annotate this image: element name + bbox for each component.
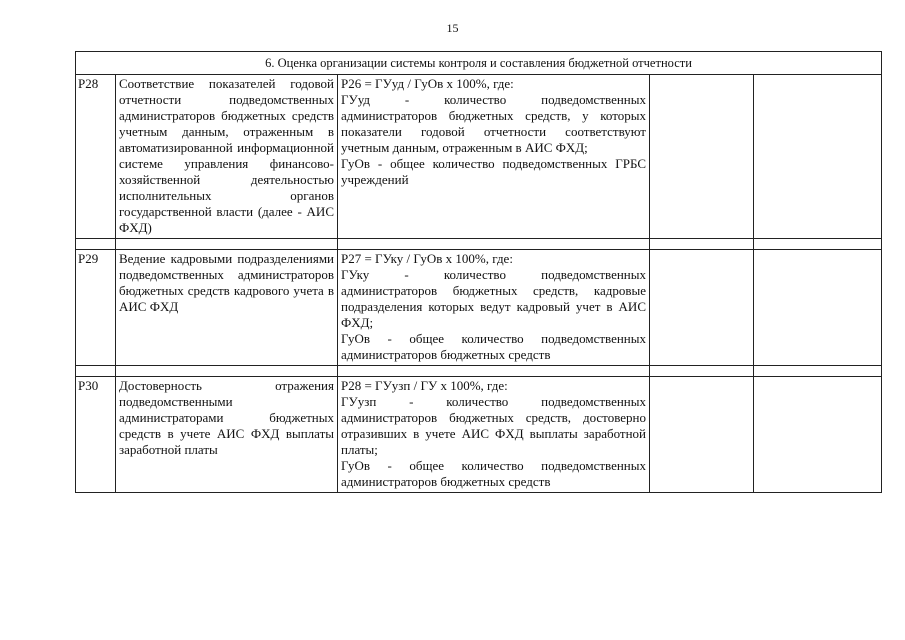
- empty-cell: [754, 75, 882, 239]
- indicator-formula: Р27 = ГУку / ГуОв х 100%, где:: [341, 251, 513, 266]
- table-row: [76, 250, 882, 366]
- indicator-formula-cell: [338, 377, 650, 493]
- section-header-row: [76, 52, 882, 75]
- empty-cell: [754, 250, 882, 366]
- indicator-formula-cell: [338, 250, 650, 366]
- formula-definition: ГуОв - общее количество подведомственных администраторов бюджетных средств: [341, 331, 646, 362]
- table-row: [76, 377, 882, 493]
- indicator-formula: Р28 = ГУузп / ГУ х 100%, где:: [341, 378, 508, 393]
- indicator-formula-cell: [338, 75, 650, 239]
- formula-definition: ГуОв - общее количество подведомственных ГРБС учреждений: [341, 156, 646, 187]
- indicator-code: Р30: [76, 377, 116, 493]
- indicator-description: Достоверность отражения подведомственными администраторами бюджетных средств в учете АИС ФХД выплаты заработной платы: [116, 377, 338, 493]
- indicator-description: Соответствие показателей годовой отчетности подведомственных администраторов бюджетных средств учетным данным, отраженным в автоматизированной информационной системе управления финансово-хозяйственной деятельностью исполнительных органов государственной власти (далее - АИС ФХД): [116, 75, 338, 239]
- indicator-formula: Р26 = ГУуд / ГуОв х 100%, где:: [341, 76, 514, 91]
- table-row: [76, 75, 882, 239]
- indicator-code: Р28: [76, 75, 116, 239]
- section-title: 6. Оценка организации системы контроля и составления бюджетной отчетности: [76, 52, 882, 75]
- empty-cell: [650, 75, 754, 239]
- empty-cell: [650, 377, 754, 493]
- page-number: 15: [446, 21, 459, 35]
- formula-definition: ГУку - количество подведомственных администраторов бюджетных средств, кадровые подразделения которых ведут кадровый учет в АИС ФХД;: [341, 267, 646, 330]
- formula-definition: ГУуд - количество подведомственных администраторов бюджетных средств, у которых показатели годовой отчетности соответствуют учетным данным, отраженным в АИС ФХД;: [341, 92, 646, 155]
- spacer-row: [76, 366, 882, 377]
- formula-definition: ГУузп - количество подведомственных администраторов бюджетных средств, достоверно отразивших в учете АИС ФХД выплаты заработной платы;: [341, 394, 646, 457]
- empty-cell: [650, 250, 754, 366]
- indicator-code: Р29: [76, 250, 116, 366]
- indicator-description: Ведение кадровыми подразделениями подведомственных администраторов бюджетных средств кадрового учета в АИС ФХД: [116, 250, 338, 366]
- empty-cell: [754, 377, 882, 493]
- spacer-row: [76, 239, 882, 250]
- criteria-table: [75, 51, 882, 493]
- formula-definition: ГуОв - общее количество подведомственных администраторов бюджетных средств: [341, 458, 646, 489]
